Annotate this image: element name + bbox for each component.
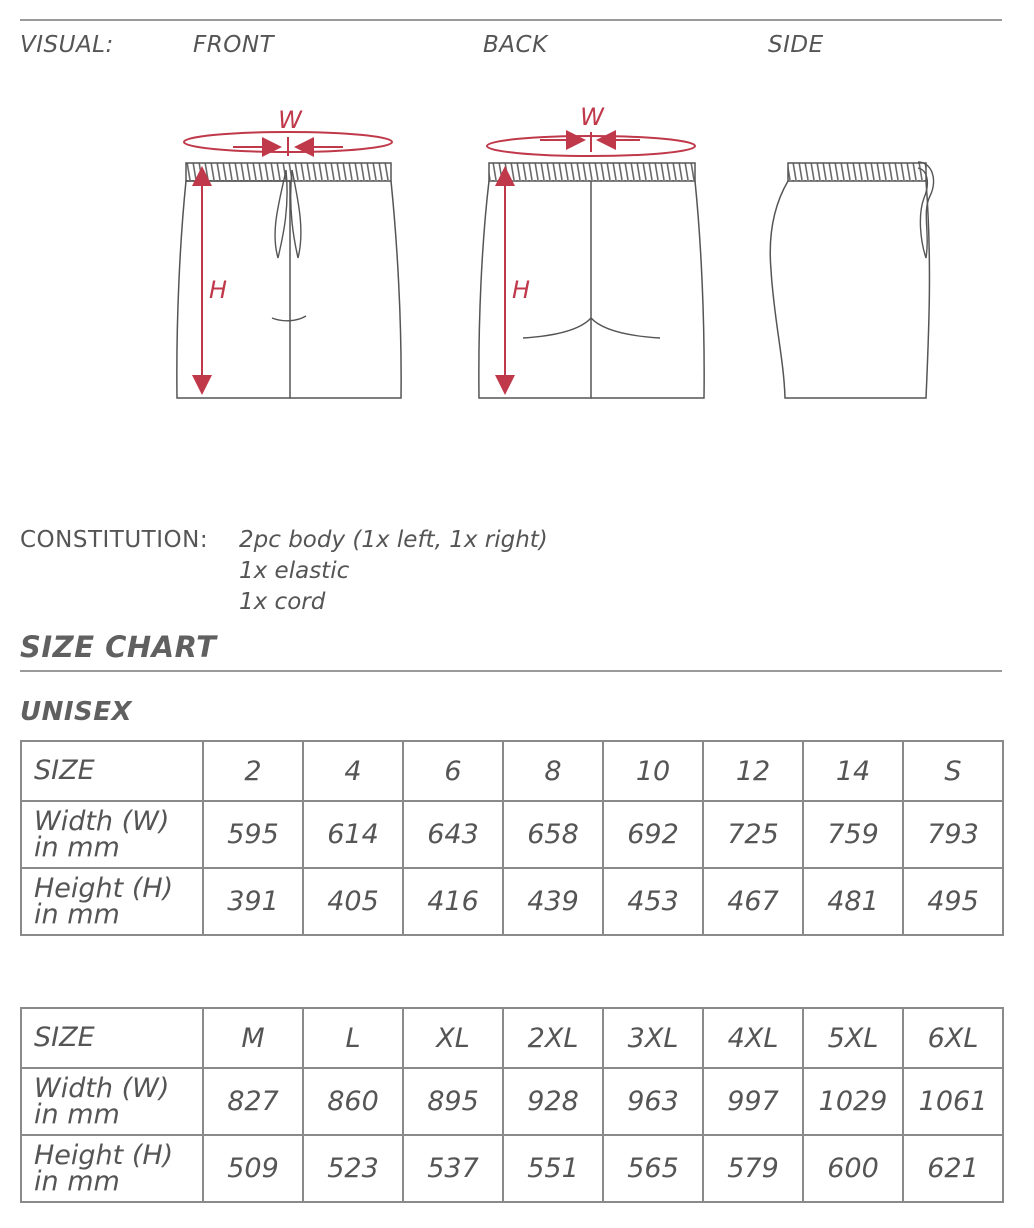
size-row-label: SIZE [21, 1008, 203, 1068]
width-label-line-1: Width (W) [34, 805, 170, 837]
width-cell: 658 [503, 801, 603, 868]
size-cell: 8 [503, 741, 603, 801]
shorts-technical-drawing [0, 80, 1034, 420]
height-cell: 565 [603, 1135, 703, 1202]
height-row-label [21, 1135, 203, 1202]
group-label: UNISEX [20, 697, 133, 727]
constitution-line-1: 2pc body (1x left, 1x right) [239, 527, 548, 553]
height-cell: 579 [703, 1135, 803, 1202]
size-table-1 [20, 740, 1004, 936]
size-row-label: SIZE [21, 741, 203, 801]
height-row-label [21, 868, 203, 935]
height-cell: 621 [903, 1135, 1003, 1202]
width-cell: 928 [503, 1068, 603, 1135]
size-row [21, 741, 1003, 801]
width-label-line-2: in mm [34, 1098, 120, 1130]
size-cell: 2 [203, 741, 303, 801]
width-cell: 1029 [803, 1068, 903, 1135]
size-table-2 [20, 1007, 1004, 1203]
view-label-side: SIDE [768, 32, 824, 58]
visual-label: VISUAL: [20, 32, 114, 58]
height-label-line-2: in mm [34, 1165, 120, 1197]
back-height-marker: H [511, 276, 531, 304]
height-cell: 467 [703, 868, 803, 935]
size-cell: 6 [403, 741, 503, 801]
height-row [21, 868, 1003, 935]
width-cell: 614 [303, 801, 403, 868]
height-label-line-2: in mm [34, 898, 120, 930]
height-cell: 509 [203, 1135, 303, 1202]
height-cell: 495 [903, 868, 1003, 935]
size-cell: 6XL [903, 1008, 1003, 1068]
size-cell: L [303, 1008, 403, 1068]
size-cell: XL [403, 1008, 503, 1068]
height-cell: 551 [503, 1135, 603, 1202]
size-row [21, 1008, 1003, 1068]
size-cell: M [203, 1008, 303, 1068]
size-cell: 12 [703, 741, 803, 801]
size-cell: 4XL [703, 1008, 803, 1068]
size-chart-title: SIZE CHART [20, 630, 217, 664]
view-label-back: BACK [483, 32, 548, 58]
width-row-label [21, 1068, 203, 1135]
height-label-line-1: Height (H) [34, 872, 174, 904]
size-cell: 14 [803, 741, 903, 801]
height-cell: 405 [303, 868, 403, 935]
height-cell: 391 [203, 868, 303, 935]
back-view [479, 103, 704, 398]
width-cell: 895 [403, 1068, 503, 1135]
width-cell: 595 [203, 801, 303, 868]
width-cell: 860 [303, 1068, 403, 1135]
view-label-front: FRONT [193, 32, 275, 58]
width-cell: 1061 [903, 1068, 1003, 1135]
front-width-marker: W [278, 106, 302, 134]
height-row [21, 1135, 1003, 1202]
width-cell: 963 [603, 1068, 703, 1135]
size-cell: 4 [303, 741, 403, 801]
size-cell: 5XL [803, 1008, 903, 1068]
front-view [177, 106, 401, 398]
constitution-label: CONSTITUTION: [20, 527, 209, 553]
size-cell: 3XL [603, 1008, 703, 1068]
constitution-line-3: 1x cord [239, 589, 326, 615]
size-cell: 2XL [503, 1008, 603, 1068]
height-cell: 453 [603, 868, 703, 935]
width-cell: 827 [203, 1068, 303, 1135]
height-cell: 600 [803, 1135, 903, 1202]
width-cell: 759 [803, 801, 903, 868]
side-view [770, 162, 933, 398]
front-height-marker: H [208, 276, 228, 304]
width-label-line-2: in mm [34, 831, 120, 863]
constitution-line-2: 1x elastic [239, 558, 350, 584]
width-row [21, 1068, 1003, 1135]
width-cell: 997 [703, 1068, 803, 1135]
height-label-line-1: Height (H) [34, 1139, 174, 1171]
width-cell: 643 [403, 801, 503, 868]
top-rule [20, 19, 1002, 21]
height-cell: 439 [503, 868, 603, 935]
size-cell: S [903, 741, 1003, 801]
height-cell: 523 [303, 1135, 403, 1202]
constitution-block [20, 525, 720, 620]
width-cell: 692 [603, 801, 703, 868]
height-cell: 537 [403, 1135, 503, 1202]
size-cell: 10 [603, 741, 703, 801]
width-cell: 725 [703, 801, 803, 868]
back-width-marker: W [580, 103, 604, 131]
width-row-label [21, 801, 203, 868]
height-cell: 416 [403, 868, 503, 935]
size-chart-rule [20, 670, 1002, 672]
width-cell: 793 [903, 801, 1003, 868]
height-cell: 481 [803, 868, 903, 935]
width-label-line-1: Width (W) [34, 1072, 170, 1104]
width-row [21, 801, 1003, 868]
